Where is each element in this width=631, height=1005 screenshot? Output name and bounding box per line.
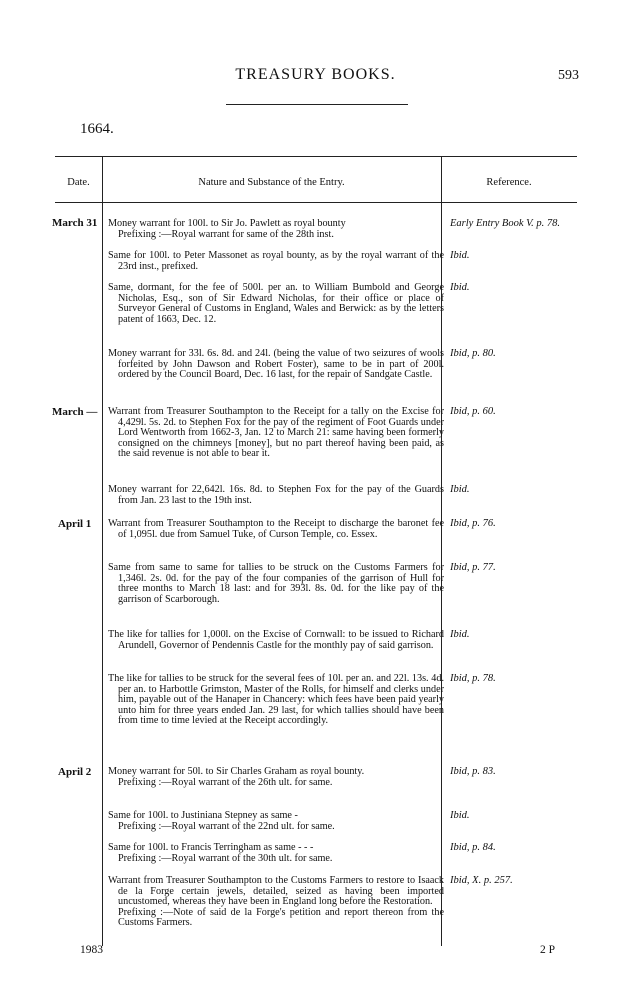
entry: The like for tallies to be struck for the several fees of 10l. per an. and 22l. 13s. 4d. per an. to Harbottle Grimston, Master of the Rolls, for himself and clerks under him, payable out of the Hanaper in Chancery: which fees have been paid yearly unto him for three years ended Jan. 29 last, for which tallies should have been from time to time levied at the Receipt accordingly. — [108, 673, 444, 727]
entry-prefixing: Prefixing :—Royal warrant for same of the 28th inst. — [118, 228, 334, 240]
reference-cell: Ibid, X. p. 257. — [450, 875, 513, 886]
date-cell: March 31 — [52, 217, 98, 229]
date-cell: April 2 — [58, 766, 92, 778]
reference-cell: Ibid. — [450, 282, 470, 293]
entry-prefixing: Prefixing :—Royal warrant of the 30th ult. for same. — [118, 852, 333, 864]
title-rule — [226, 104, 408, 105]
reference-cell: Ibid, p. 77. — [450, 562, 496, 573]
year-heading: 1664. — [80, 121, 114, 137]
entry — [108, 767, 444, 788]
running-title: TREASURY BOOKS. — [235, 66, 396, 83]
page-number: 593 — [558, 68, 579, 83]
entry-prefixing: Prefixing :—Royal warrant of the 22nd ult. for same. — [118, 820, 335, 832]
entry-text: Same for 100l. to Justiniana Stepney as same - — [108, 810, 298, 821]
reference-cell: Ibid, p. 80. — [450, 348, 496, 359]
reference-cell: Ibid. — [450, 250, 470, 261]
date-cell: March — — [52, 406, 98, 418]
entry-text: Warrant from Treasurer Southampton to the Customs Farmers to restore to Isaack de la Forge certain jewels, detailed, seized as having been imported uncustomed, whereas they have been in England long before the Restoration. — [108, 875, 444, 908]
column-divider-date — [102, 156, 103, 946]
entry: Same for 100l. to Peter Massonet as royal bounty, as by the royal warrant of the 23rd inst., prefixed. — [108, 250, 444, 272]
date-cell: April 1 — [58, 518, 92, 530]
column-header-nature: Nature and Substance of the Entry. — [198, 177, 345, 188]
reference-cell: Ibid, p. 84. — [450, 842, 496, 853]
reference-cell: Early Entry Book V. p. 78. — [450, 218, 561, 229]
entry-text: Money warrant for 100l. to Sir Jo. Pawlett as royal bounty — [108, 218, 346, 229]
sheet-mark: 2 P — [540, 944, 556, 956]
entry — [108, 219, 444, 240]
column-header-reference: Reference. — [486, 177, 532, 188]
entry: The like for tallies for 1,000l. on the Excise of Cornwall: to be issued to Richard Arundell, Governor of Pendennis Castle for the monthly pay of said garrison. — [108, 629, 444, 651]
entry-text: Same for 100l. to Francis Terringham as same - - - — [108, 842, 314, 853]
table-top-rule — [55, 156, 577, 157]
entry-prefixing: Prefixing :—Note of said de la Forge's petition and report thereon from the Customs Farmers. — [118, 906, 444, 929]
reference-cell: Ibid, p. 78. — [450, 673, 496, 684]
reference-cell: Ibid, p. 60. — [450, 406, 496, 417]
entry-prefixing: Prefixing :—Royal warrant of the 26th ult. for same. — [118, 776, 333, 788]
entry — [108, 843, 444, 864]
entry: Same, dormant, for the fee of 500l. per an. to William Bumbold and George Nicholas, Esq., son of Sir Edward Nicholas, for their office or place of Surveyor General of Customs in England, Wales and Berwick: as by the letters patent of 1663, Dec. 12. — [108, 282, 444, 325]
entry: Money warrant for 33l. 6s. 8d. and 24l. (being the value of two seizures of wools forfeited by John Dawson and Robert Foster), same to be in part of 200l. ordered by the Council Board, Dec. 16 last, for the repair of Sandgate Castle. — [108, 348, 444, 381]
reference-cell: Ibid. — [450, 484, 470, 495]
reference-cell: Ibid, p. 76. — [450, 518, 496, 529]
reference-cell: Ibid. — [450, 629, 470, 640]
entry: Same from same to same for tallies to be struck on the Customs Farmers for 1,346l. 2s. 0d. for the pay of the four companies of the garrison of Hull for three months to March 18 last: and for 393l. 8s. 0d. for the like pay of the garrison of Scarborough. — [108, 562, 444, 605]
column-header-date: Date. — [67, 177, 90, 188]
entry-text: Money warrant for 50l. to Sir Charles Graham as royal bounty. — [108, 766, 365, 777]
entry: Warrant from Treasurer Southampton to the Receipt to discharge the baronet fee of 1,095l. due from Samuel Tuke, of Curson Temple, co. Essex. — [108, 518, 444, 540]
table-header-rule — [55, 202, 577, 203]
entry — [108, 811, 444, 832]
reference-cell: Ibid. — [450, 810, 470, 821]
entry: Warrant from Treasurer Southampton to the Receipt for a tally on the Excise for 4,429l. 5s. 2d. to Stephen Fox for the pay of the regiment of Foot Guards under Lord Wentworth from 1662-3, Jan. 12 to March 21: same having been formerly consigned on the chimneys [money], but no part thereof having been paid, as the said revenue is not able to bear it. — [108, 406, 444, 460]
entry: Money warrant for 22,642l. 16s. 8d. to Stephen Fox for the pay of the Guards from Jan. 23 last to the 19th inst. — [108, 484, 444, 506]
signature-mark: 1983 — [80, 944, 103, 956]
entry — [108, 876, 444, 929]
reference-cell: Ibid, p. 83. — [450, 766, 496, 777]
